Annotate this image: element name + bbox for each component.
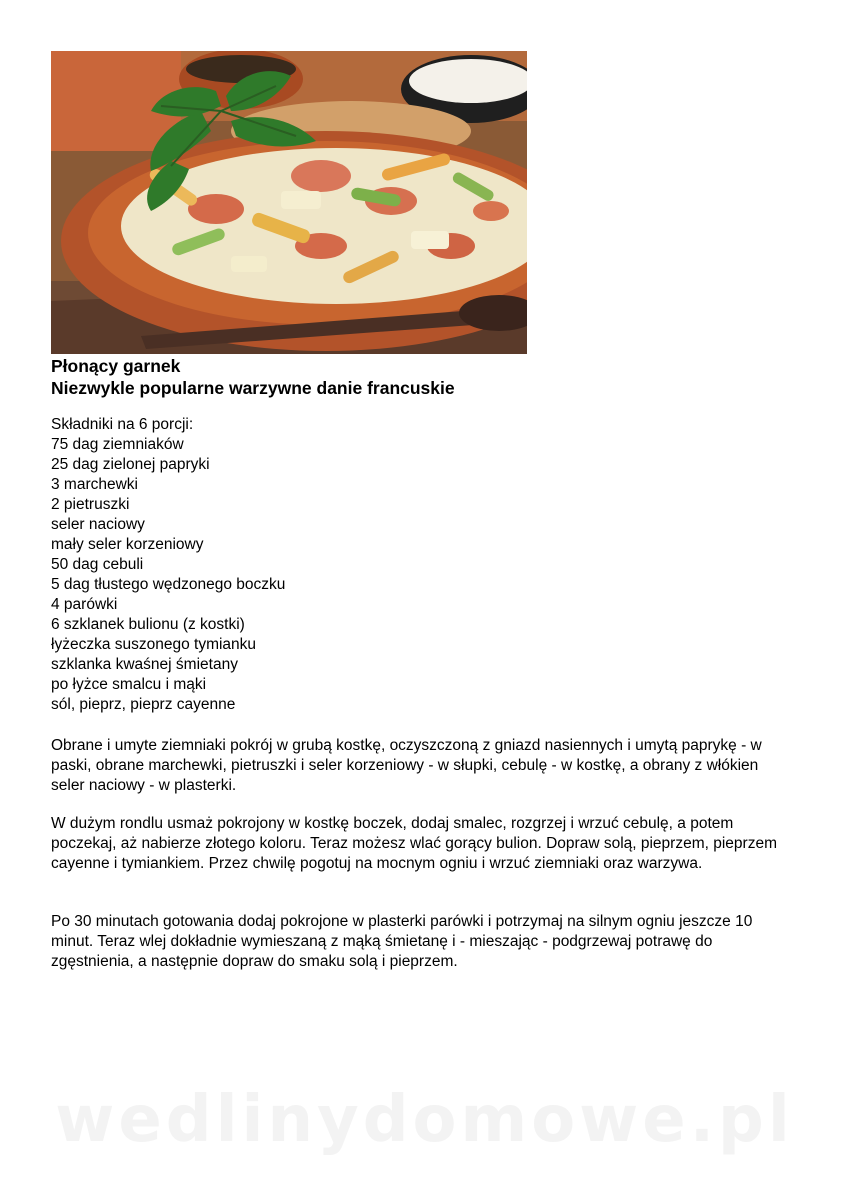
ingredient-item: 25 dag zielonej papryki: [51, 456, 210, 473]
ingredient-item: 4 parówki: [51, 596, 118, 613]
watermark: wedlinydomowe.pl: [55, 1083, 794, 1157]
ingredient-item: szklanka kwaśnej śmietany: [51, 656, 238, 673]
recipe-subtitle: Niezwykle popularne warzywne danie francuskie: [51, 378, 455, 398]
ingredient-item: mały seler korzeniowy: [51, 536, 204, 553]
ingredient-item: sól, pieprz, pieprz cayenne: [51, 696, 236, 713]
instruction-paragraph: Po 30 minutach gotowania dodaj pokrojone w plasterki parówki i potrzymaj na silnym ogniu jeszcze 10 minut. Teraz wlej dokładnie wymieszaną z mąką śmietanę i - mieszając - podgrzewaj potrawę do zgęstnienia, a następnie dopraw do smaku solą i pieprzem.: [51, 913, 753, 970]
ingredient-item: 50 dag cebuli: [51, 556, 144, 573]
ingredient-item: seler naciowy: [51, 516, 145, 533]
recipe-title: Płonący garnek: [51, 356, 181, 376]
ingredients-list: [51, 415, 751, 715]
ingredient-item: 75 dag ziemniaków: [51, 436, 184, 453]
ingredient-item: 2 pietruszki: [51, 496, 130, 513]
ingredients-heading: Składniki na 6 porcji:: [51, 416, 194, 433]
dish-photo: [51, 51, 527, 354]
instruction-paragraph: W dużym rondlu usmaż pokrojony w kostkę boczek, dodaj smalec, rozgrzej i wrzuć cebulę, a potem poczekaj, aż nabierze złotego koloru. Teraz możesz wlać gorący bulion. Dopraw solą, pieprzem, pieprzem cayenne i tymiankiem. Przez chwilę pogotuj na mocnym ogniu i wrzuć ziemniaki oraz warzywa.: [51, 815, 777, 872]
ingredient-item: 3 marchewki: [51, 476, 138, 493]
ingredient-item: 5 dag tłustego wędzonego boczku: [51, 576, 286, 593]
ingredient-item: po łyżce smalcu i mąki: [51, 676, 207, 693]
instruction-paragraph: Obrane i umyte ziemniaki pokrój w grubą kostkę, oczyszczoną z gniazd nasiennych i umytą paprykę - w paski, obrane marchewki, pietruszki i seler korzeniowy - w słupki, cebulę - w kostkę, a obrany z włókien seler naciowy - w plasterki.: [51, 737, 762, 794]
ingredient-item: 6 szklanek bulionu (z kostki): [51, 616, 245, 633]
recipe-title-block: [51, 355, 811, 399]
ingredient-item: łyżeczka suszonego tymianku: [51, 636, 257, 653]
